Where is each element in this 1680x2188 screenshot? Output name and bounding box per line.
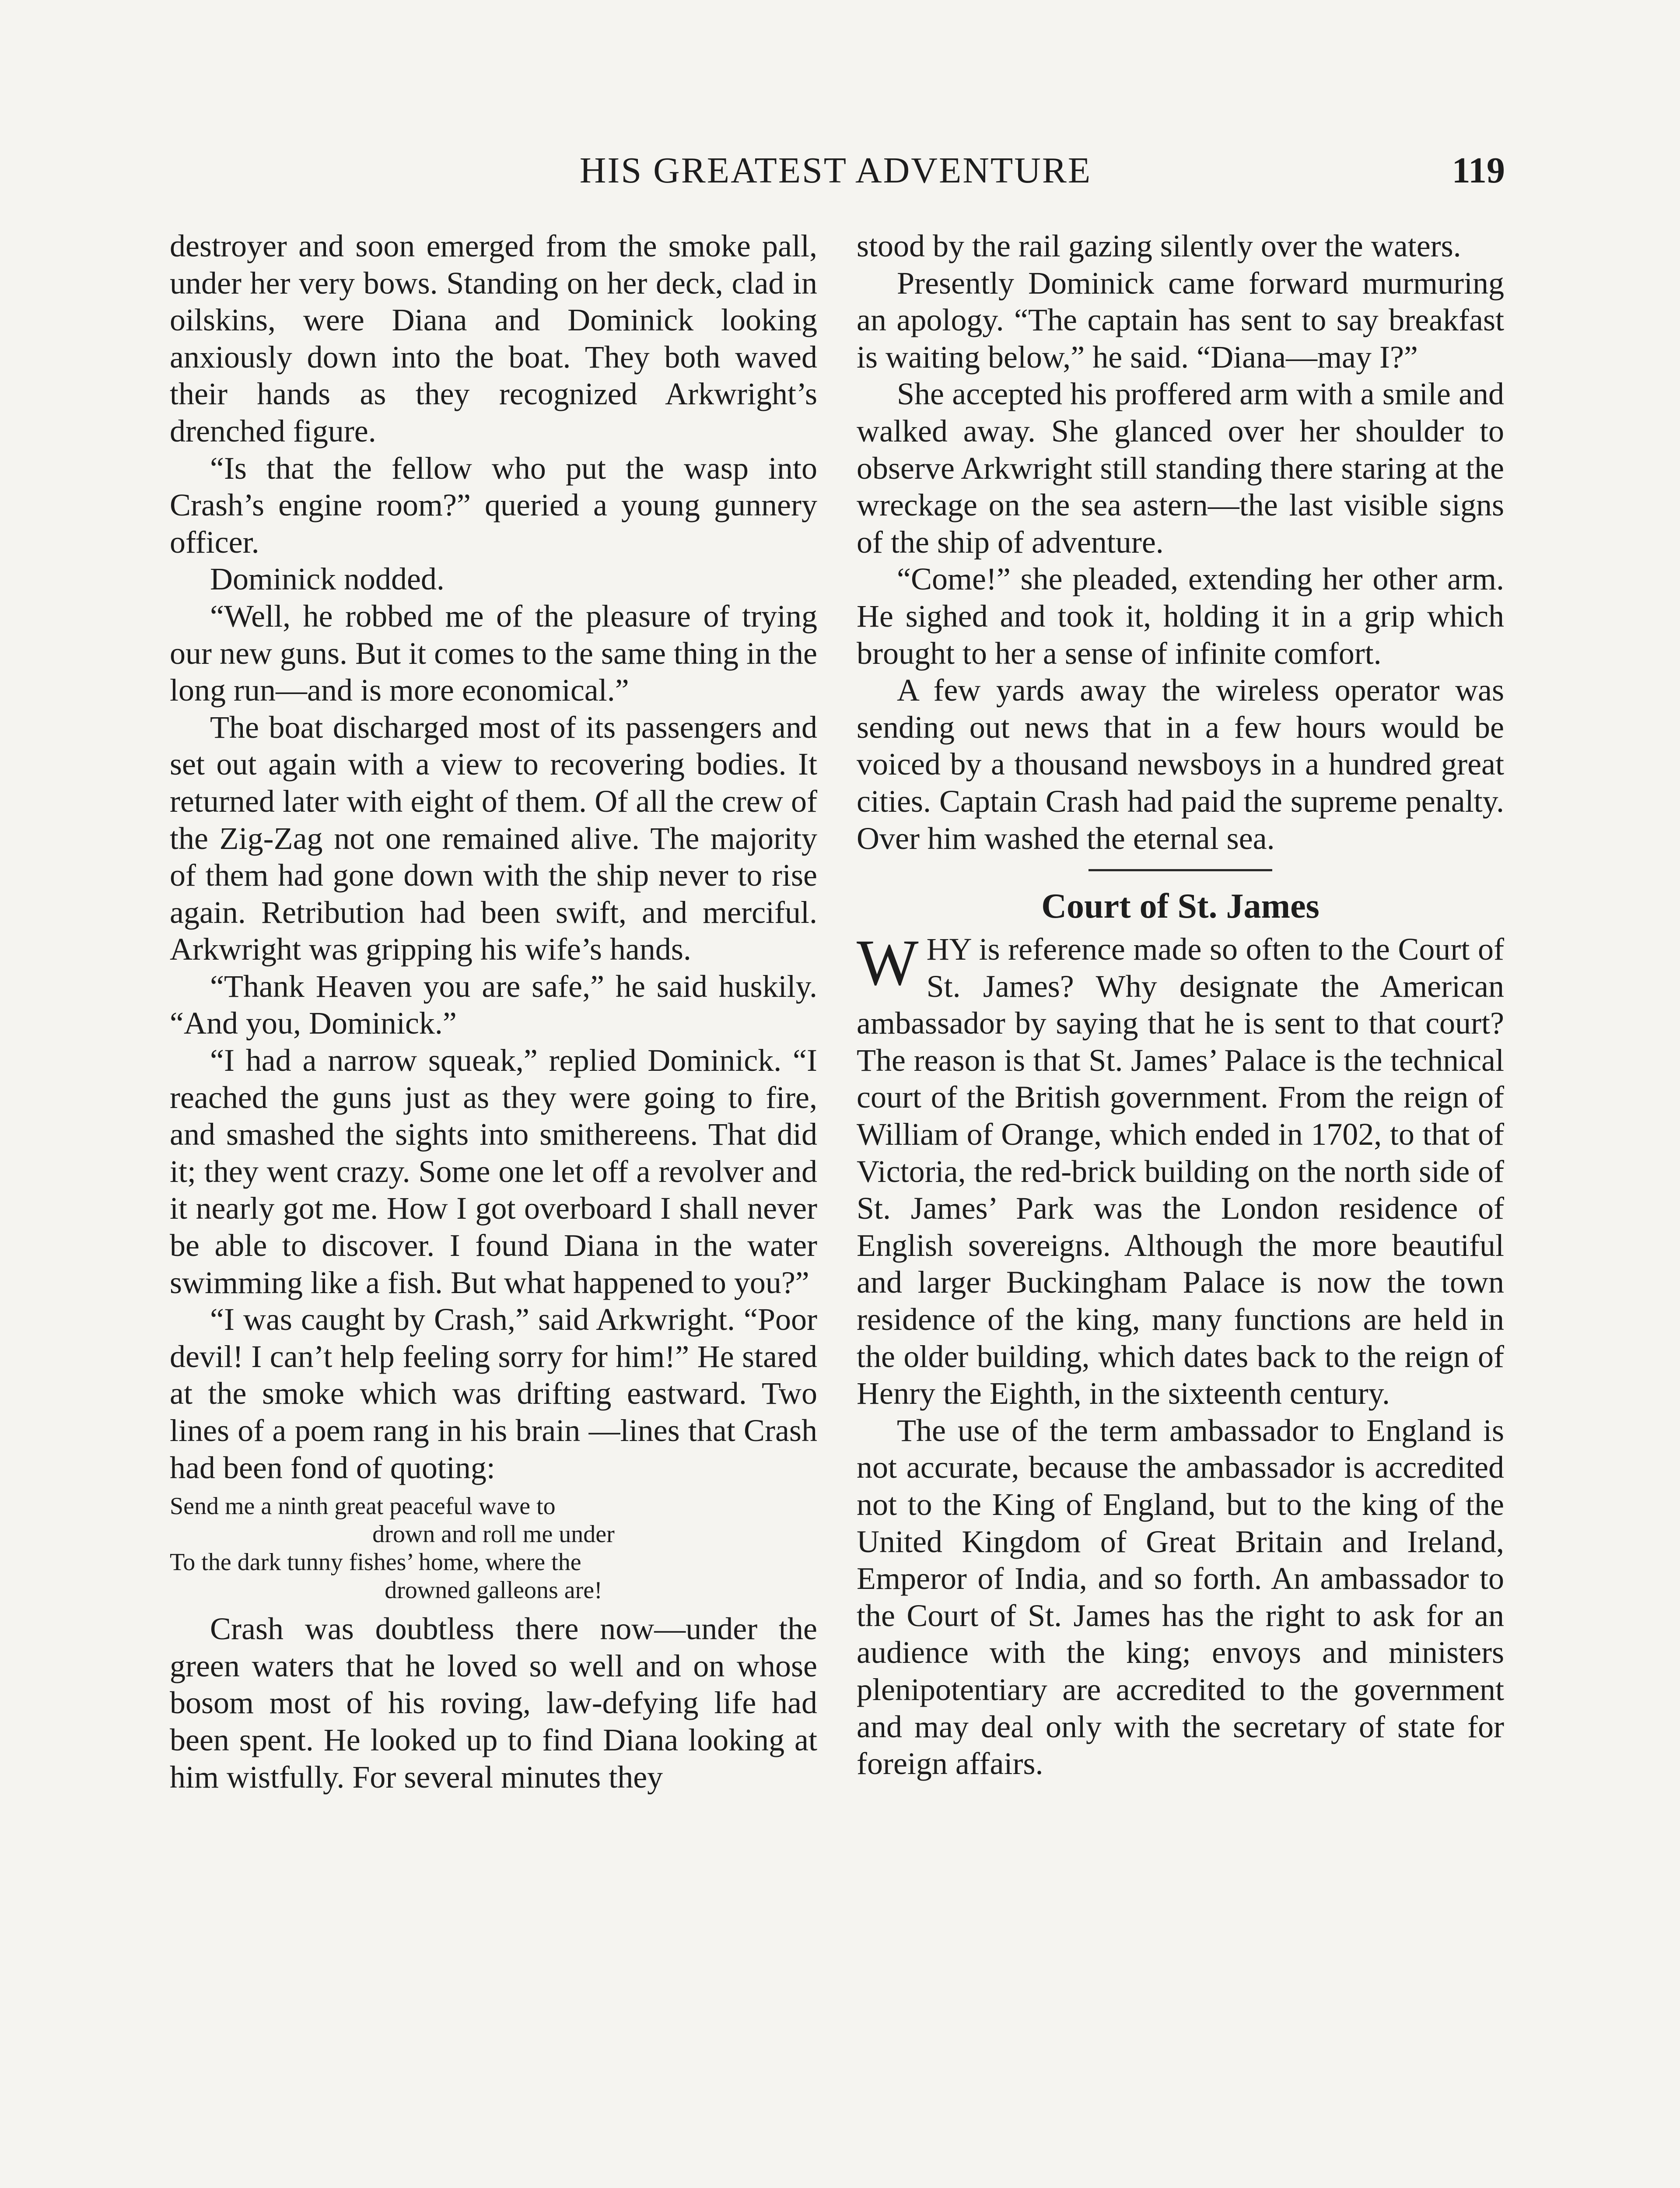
poem-line bbox=[170, 1492, 817, 1548]
poem-line-text: Send me a ninth great peaceful wave to bbox=[170, 1493, 556, 1520]
story-paragraph: “I had a narrow squeak,” replied Dominick. “I reached the guns just as they were going to fire, and smashed the sights into smithereens. That did it; they went crazy. Some one let off a revolver and it nearly got me. How I got overboard I shall never be able to discover. I found Diana in the water swimming like a fish. But what happened to you?” bbox=[170, 1043, 817, 1300]
story-paragraph: “Is that the fellow who put the wasp into Crash’s engine room?” queried a young gunnery officer. bbox=[170, 450, 817, 560]
poem-line bbox=[170, 1548, 817, 1604]
page-number: 119 bbox=[1452, 150, 1505, 191]
story-paragraph: stood by the rail gazing silently over the waters. bbox=[857, 228, 1461, 263]
section-divider bbox=[1088, 869, 1272, 871]
article-paragraph: The use of the term ambassador to England is not accurate, because the ambassador is accredited not to the King of England, but to the king of the United Kingdom of Great Britain and Ireland, Emperor of India, and so forth. An ambassador to the Court of St. James has the right to ask for an audience with the king; envoys and ministers plenipotentiary are accredited to the government and may deal only with the secretary of state for foreign affairs. bbox=[857, 1413, 1504, 1781]
poem-line-continuation: drowned galleons are! bbox=[385, 1577, 602, 1604]
story-paragraph: “Come!” she pleaded, extending her other arm. He sighed and took it, holding it in a grip which brought to her a sense of infinite comfort. bbox=[857, 561, 1504, 671]
story-paragraph: “Thank Heaven you are safe,” he said huskily. “And you, Dominick.” bbox=[170, 968, 817, 1041]
story-paragraph: “Well, he robbed me of the pleasure of trying our new guns. But it comes to the same thing in the long run—and is more economical.” bbox=[170, 598, 817, 708]
story-paragraph: Presently Dominick came forward murmuring an apology. “The captain has sent to say breakfast is waiting below,” he said. “Diana—may I?” bbox=[857, 265, 1504, 375]
page-header bbox=[166, 144, 1505, 197]
poem-line-continuation: drown and roll me under bbox=[372, 1521, 615, 1548]
story-paragraph: destroyer and soon emerged from the smoke pall, under her very bows. Standing on her deck, clad in oilskins, were Diana and Dominick looking anxiously down into the boat. They both waved their hands as they recognized Arkwright’s drenched figure. bbox=[170, 228, 817, 449]
story-paragraph: Dominick nodded. bbox=[210, 561, 444, 597]
article-paragraph-text: HY is reference made so often to the Court of St. James? Why designate the American ambassador by saying that he is sent to that court? The reason is that St. James’ Palace is the technical court of the British government. From the reign of William of Orange, which ended in 1702, to that of Victoria, the red-brick building on the north side of St. James’ Park was the London residence of English sovereigns. Although the more beautiful and larger Buckingham Palace is now the town residence of the king, many functions are held in the older building, which dates back to the reign of Henry the Eighth, in the sixteenth century. bbox=[857, 932, 1504, 1411]
running-title: HIS GREATEST ADVENTURE bbox=[579, 150, 1092, 191]
poem-line-text: To the dark tunny fishes’ home, where the bbox=[170, 1549, 581, 1576]
drop-cap: W bbox=[857, 926, 919, 999]
story-paragraph: She accepted his proffered arm with a smile and walked away. She glanced over her shoulder to observe Arkwright still standing there staring at the wreckage on the sea astern—the last visible signs of the ship of adventure. bbox=[857, 376, 1504, 560]
left-column bbox=[170, 228, 817, 1795]
story-paragraph: The boat discharged most of its passengers and set out again with a view to recovering bodies. It returned later with eight of them. Of all the crew of the Zig-Zag not one remained alive. The majority of them had gone down with the ship never to rise again. Retribution had been swift, and merciful. Arkwright was gripping his wife’s hands. bbox=[170, 709, 817, 967]
story-paragraph: Crash was doubtless there now—under the green waters that he loved so well and on whose bosom most of his roving, law-defying life had been spent. He looked up to find Diana looking at him wistfully. For several minutes they bbox=[170, 1611, 817, 1795]
story-paragraph: A few yards away the wireless operator was sending out news that in a few hours would be voiced by a thousand newsboys in a hundred great cities. Captain Crash had paid the supreme penalty. Over him washed the eternal sea. bbox=[857, 673, 1504, 856]
right-column bbox=[857, 228, 1504, 1782]
poem-quote bbox=[170, 1492, 817, 1604]
story-paragraph: “I was caught by Crash,” said Arkwright. “Poor devil! I can’t help feeling sorry for him!” He stared at the smoke which was drifting eastward. Two lines of a poem rang in his brain —lines that Crash had been fond of quoting: bbox=[170, 1302, 817, 1485]
article-title: Court of St. James bbox=[1041, 887, 1320, 926]
article-paragraph bbox=[857, 926, 1504, 1412]
